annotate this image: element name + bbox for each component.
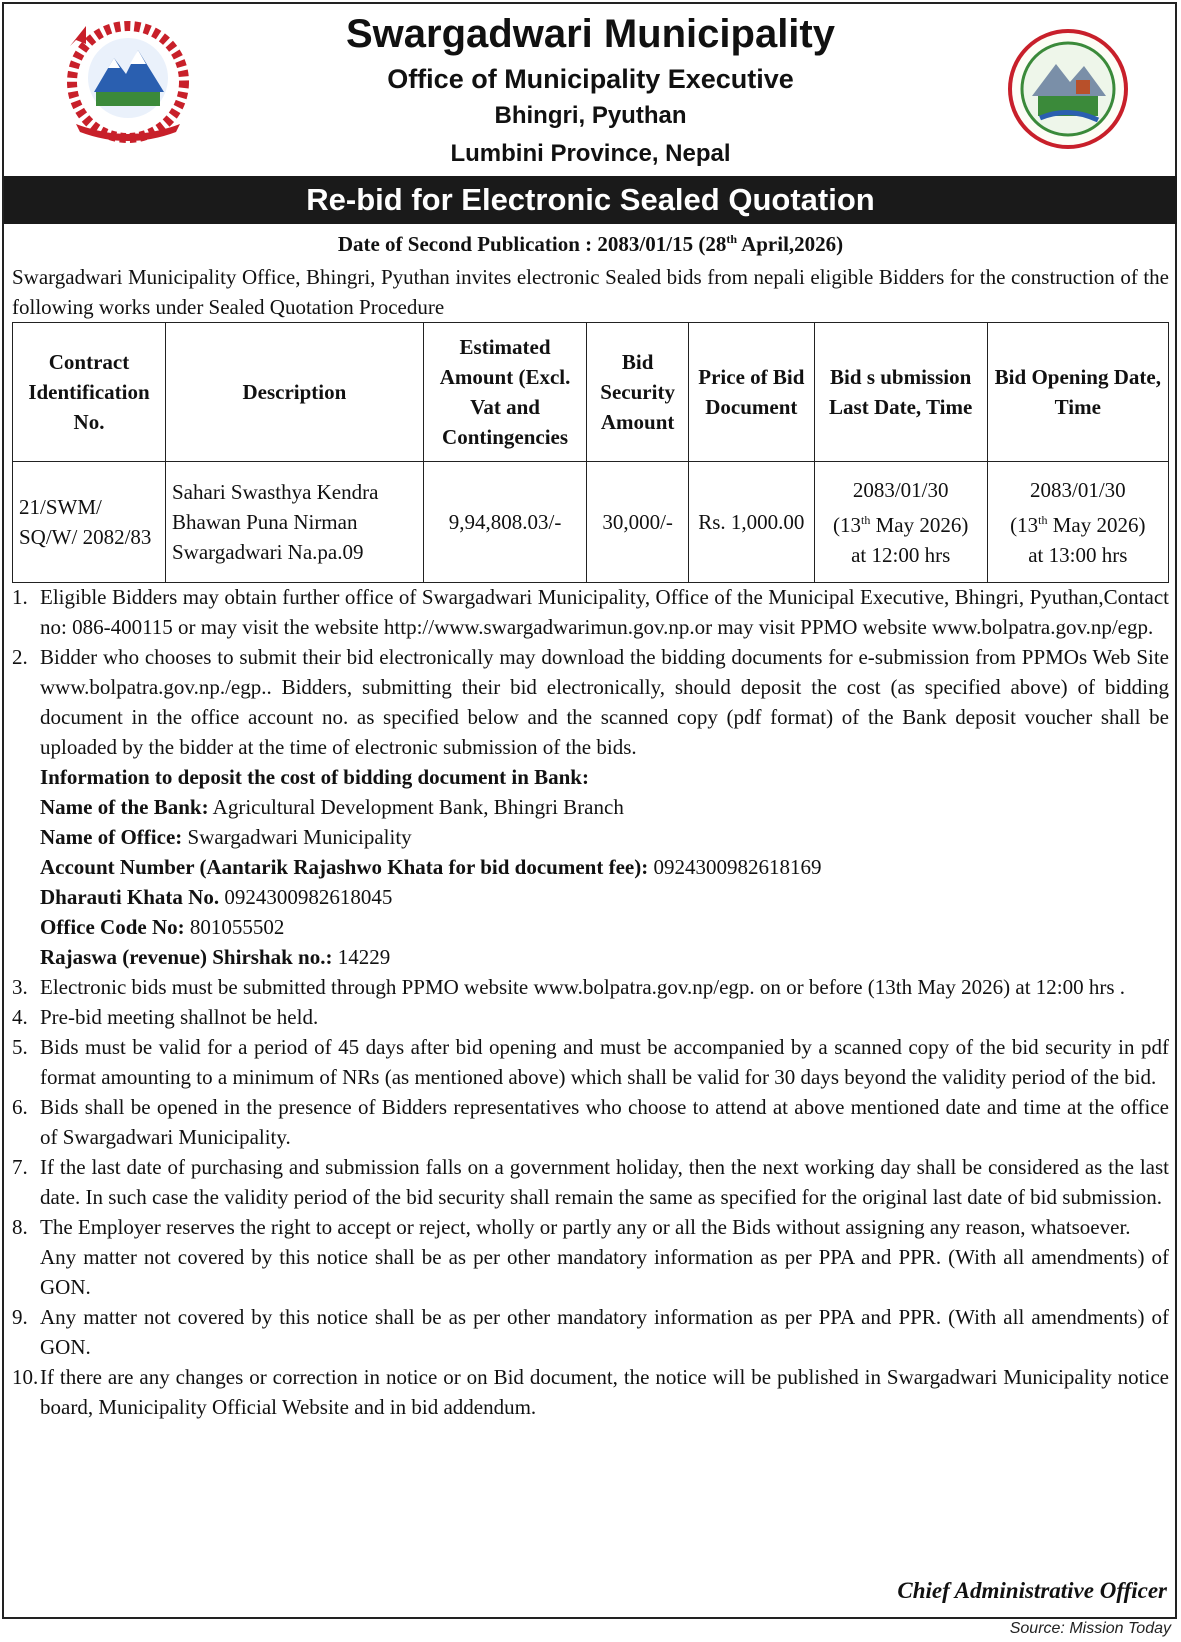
notice-terms: [12, 582, 1169, 1422]
cell-bid-doc-price: Rs. 1,000.00: [688, 462, 814, 583]
bid-table: [12, 322, 1169, 583]
cell-contract-id: 21/SWM/ SQ/W/ 2082/83: [13, 462, 166, 583]
notice-title-banner: Re-bid for Electronic Sealed Quotation: [4, 176, 1177, 224]
cell-description: Sahari Swasthya Kendra Bhawan Puna Nirman Swargadwari Na.pa.09: [166, 462, 424, 583]
cell-opening-date: [987, 462, 1168, 583]
cell-submission-date: [814, 462, 987, 583]
bank-name: Name of the Bank: Agricultural Development Bank, Bhingri Branch: [40, 795, 624, 819]
opening-time: at 13:00 hrs: [1028, 542, 1128, 567]
source-credit: Source: Mission Today: [1009, 1620, 1171, 1637]
term-10: 10. If there are any changes or correction in notice or on Bid document, the notice will be published in Swargadwari Municipality notice board, Municipality Official Website and in bid addendum.: [12, 1365, 1169, 1419]
submission-date-english: (13th May 2026): [833, 512, 969, 537]
office-code: Office Code No: 801055502: [40, 915, 285, 939]
account-number: Account Number (Aantarik Rajashwo Khata for bid document fee): 0924300982618169: [40, 855, 822, 879]
term-1: 1. Eligible Bidders may obtain further office of Swargadwari Municipality, Office of the Municipal Executive, Bhingri, Pyuthan,Contact no: 086-400115 or may visit the website http://www.swargadwarimun.gov.np.or may visit PPMO website www.bolpatra.gov.np/egp.: [12, 585, 1169, 639]
header-description: Description: [166, 323, 424, 462]
dharauti-khata: Dharauti Khata No. 0924300982618045: [40, 885, 393, 909]
opening-date-english: (13th May 2026): [1010, 512, 1146, 537]
header-submission-date: Bid s ubmission Last Date, Time: [814, 323, 987, 462]
signatory-title: Chief Administrative Officer: [897, 1578, 1167, 1603]
term-7: 7. If the last date of purchasing and submission falls on a government holiday, then the next working day shall be considered as the last date. In such case the validity period of the bid security shall remain the same as specified for the original last date of bid submission.: [12, 1155, 1169, 1209]
office-location: Bhingri, Pyuthan: [494, 102, 687, 129]
cell-bid-security: 30,000/-: [587, 462, 689, 583]
term-6: 6. Bids shall be opened in the presence of Bidders representatives who choose to attend at above mentioned date and time at the office of Swargadwari Municipality.: [12, 1095, 1169, 1149]
term-2: 2. Bidder who chooses to submit their bid electronically may download the bidding documents for e-submission from PPMOs Web Site www.bolpatra.gov.np./egp.. Bidders, submitting their bid electronically, should deposit the cost (as specified above) of bidding document in the office account no. as specified below and the scanned copy (pdf format) of the Bank deposit voucher shall be uploaded by the bidder at the time of electronic submission of the bids.: [12, 645, 1169, 759]
publication-date: Date of Second Publication : 2083/01/15 (28th April,2026): [337, 232, 844, 256]
province-name: Lumbini Province, Nepal: [450, 140, 731, 167]
term-8: 8. The Employer reserves the right to accept or reject, wholly or partly any or all the Bids without assigning any reason, whatsoever.: [12, 1215, 1131, 1239]
header-contract-id: Contract Identification No.: [13, 323, 166, 462]
cell-estimated-amount: 9,94,808.03/-: [423, 462, 586, 583]
rajaswa-shirshak: Rajaswa (revenue) Shirshak no.: 14229: [40, 945, 391, 969]
opening-date: 2083/01/30: [1029, 477, 1126, 502]
header-opening-date: Bid Opening Date, Time: [987, 323, 1168, 462]
term-4: 4. Pre-bid meeting shallnot be held.: [12, 1005, 319, 1029]
submission-time: at 12:00 hrs: [851, 542, 951, 567]
table-row: [13, 462, 1169, 583]
header-bid-security: Bid Security Amount: [587, 323, 689, 462]
term-3: 3. Electronic bids must be submitted through PPMO website www.bolpatra.gov.np/egp. on or before (13th May 2026) at 12:00 hrs .: [12, 975, 1126, 999]
term-9: 9. Any matter not covered by this notice shall be as per other mandatory information as per PPA and PPR. (With all amendments) of GON.: [12, 1305, 1169, 1359]
office-name: Office of Municipality Executive: [387, 64, 794, 94]
table-header-row: [13, 323, 1169, 462]
term-5: 5. Bids must be valid for a period of 45 days after bid opening and must be accompanied by a scanned copy of the bid security in pdf format amounting to a minimum of NRs (as mentioned above) which shall be valid for 30 days beyond the validity period of the bid.: [12, 1035, 1169, 1089]
municipality-name: Swargadwari Municipality: [345, 12, 835, 56]
intro-paragraph: Swargadwari Municipality Office, Bhingri, Pyuthan invites electronic Sealed bids from nepali eligible Bidders for the construction of the following works under Sealed Quotation Procedure: [12, 265, 1169, 319]
header-bid-doc-price: Price of Bid Document: [688, 323, 814, 462]
bank-info-heading: Information to deposit the cost of bidding document in Bank:: [40, 765, 589, 789]
office-info: Name of Office: Swargadwari Municipality: [40, 825, 412, 849]
notice-header: [0, 0, 1181, 178]
submission-date: 2083/01/30: [852, 477, 949, 502]
term-8-extra: Any matter not covered by this notice shall be as per other mandatory information as per PPA and PPR. (With all amendments) of GON.: [40, 1245, 1169, 1299]
header-estimated-amount: Estimated Amount (Excl. Vat and Contingencies: [423, 323, 586, 462]
